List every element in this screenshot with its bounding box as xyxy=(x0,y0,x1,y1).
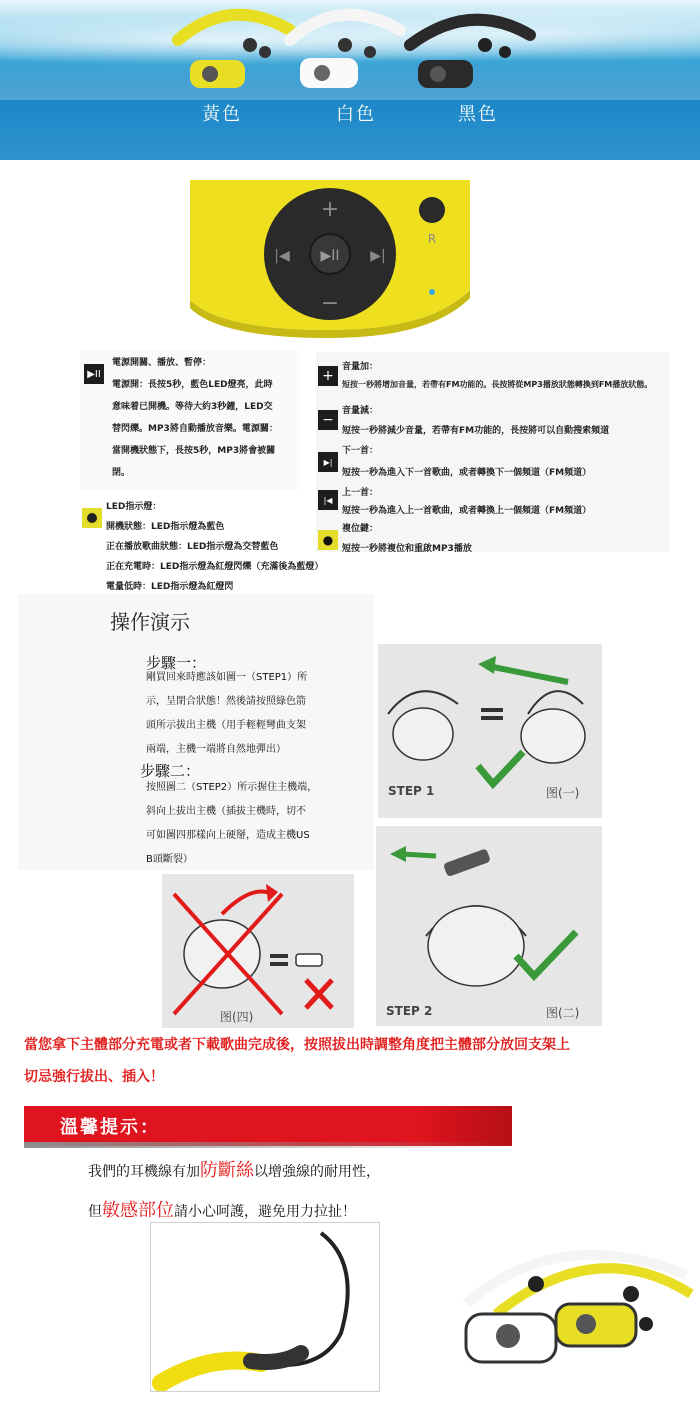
power-line: 當開機狀態下，長按5秒，MP3將會被關 xyxy=(112,446,276,456)
headphones-image xyxy=(0,0,700,100)
next-icon: ▶| xyxy=(318,452,338,472)
black-control xyxy=(430,66,446,82)
demo-title: 操作演示 xyxy=(110,610,190,634)
tip-line-1 xyxy=(88,1156,380,1182)
step2-line: 可如圖四那樣向上硬掰，造成主機US xyxy=(146,830,310,841)
earbud-icon xyxy=(528,1276,544,1292)
led-line: 正在充電時：LED指示燈為紅燈閃爍（充滿後為藍燈） xyxy=(106,562,324,572)
volume-down-icon: − xyxy=(318,410,338,430)
checkmark-icon xyxy=(478,752,523,784)
volume-up-icon: + xyxy=(318,366,338,386)
wrong-way-illustration xyxy=(162,874,354,1028)
led-icon xyxy=(82,508,102,528)
warning-line-1: 當您拿下主體部分充電或者下載歌曲完成後，按照拔出時調整角度把主體部分放回支架上 xyxy=(24,1037,570,1053)
color-label-white: 白色 xyxy=(336,104,376,125)
yellow-control xyxy=(576,1314,596,1334)
step1-line: 兩端，主機一端將自然地彈出） xyxy=(146,744,286,755)
volume-down-desc: 短按一秒將減少音量，若帶有FM功能的，長按將可以自動搜索頻道 xyxy=(342,426,610,436)
step2-caption: STEP 2 xyxy=(386,1004,433,1018)
step2-line: 斜向上拔出主機（插拔主機時，切不 xyxy=(146,806,306,817)
step1-title: 步驟一： xyxy=(146,654,207,672)
black-band xyxy=(410,20,530,45)
cable-closeup xyxy=(150,1222,380,1392)
step1-line: 示，呈閉合狀態！然後請按照綠色箭 xyxy=(146,696,306,707)
reset-icon: ● xyxy=(318,530,338,550)
play-pause-icon: ▶II xyxy=(84,364,104,384)
figure-step2 xyxy=(376,826,602,1026)
step2-line: B頭斷裂） xyxy=(146,854,193,865)
yellow-earbud xyxy=(259,46,271,58)
next-desc: 短按一秒為進入下一首歌曲，或者轉換下一個頻道（FM頻道） xyxy=(342,468,592,478)
step2-title: 步驟二： xyxy=(140,762,201,780)
power-line: 替閃爍。MP3將自動播放音樂。電源關： xyxy=(112,424,278,434)
power-line: 閉。 xyxy=(112,468,131,478)
reset-title: 複位鍵： xyxy=(342,524,379,534)
figure-step1 xyxy=(378,644,602,818)
step2-illustration xyxy=(376,826,602,1026)
green-arrow-icon xyxy=(390,846,406,862)
power-line: 意味着已開機。等待大約3秒鐘，LED交 xyxy=(112,402,273,412)
power-line: 電源開：長按5秒，藍色LED燈亮，此時 xyxy=(112,380,273,390)
tip-text: 但 xyxy=(88,1204,102,1220)
tip-text: 以增強線的耐用性， xyxy=(254,1164,380,1180)
white-control xyxy=(496,1324,520,1348)
previous-icon[interactable]: |◀ xyxy=(274,248,290,264)
tips-title: 溫馨提示： xyxy=(60,1117,160,1138)
previous-desc: 短按一秒為進入上一首歌曲，或者轉換上一個頻道（FM頻道） xyxy=(342,506,592,516)
volume-up-icon[interactable]: + xyxy=(320,197,340,222)
step1-caption: STEP 1 xyxy=(388,784,435,798)
led-dot xyxy=(87,513,97,523)
play-pause-icon: ▶II xyxy=(320,248,340,264)
black-earbud xyxy=(499,46,511,58)
white-earbud xyxy=(338,38,352,52)
figure4-number: 图(四) xyxy=(220,1010,254,1024)
led-indicator xyxy=(429,289,435,295)
step1-line: 剛買回來時應該如圖一（STEP1）所 xyxy=(146,672,308,683)
white-control xyxy=(314,65,330,81)
volume-up-title: 音量加： xyxy=(342,362,379,372)
player-closeup xyxy=(190,180,470,340)
volume-down-title: 音量減： xyxy=(342,406,379,416)
figure1-number: 图(一) xyxy=(546,786,580,800)
volume-up-desc: 短按一秒將增加音量，若帶有FM功能的。長按將從MP3播放狀態轉換到FM播放狀態。 xyxy=(342,380,653,389)
reset-button[interactable] xyxy=(419,197,445,223)
step1-line: 頭所示拔出主機（用手輕輕彎曲支架 xyxy=(146,720,306,731)
earbud-icon xyxy=(639,1317,653,1331)
led-line: 電量低時：LED指示燈為紅燈閃 xyxy=(106,582,234,592)
tip-line-2 xyxy=(88,1196,356,1222)
led-title: LED指示燈： xyxy=(106,502,162,512)
tip-highlight: 防斷絲 xyxy=(200,1160,254,1181)
yellow-band xyxy=(178,15,290,40)
previous-title: 上一首： xyxy=(342,488,379,498)
previous-icon: |◀ xyxy=(318,490,338,510)
next-icon[interactable]: ▶| xyxy=(370,248,386,264)
color-label-black: 黑色 xyxy=(458,104,498,125)
reset-desc: 短按一秒將複位和重啟MP3播放 xyxy=(342,544,472,554)
yellow-control xyxy=(202,66,218,82)
white-earbud xyxy=(364,46,376,58)
warning-line-2: 切忌強行拔出、插入！ xyxy=(24,1069,164,1085)
white-band xyxy=(290,15,400,40)
volume-down-icon[interactable]: − xyxy=(320,291,340,316)
green-arrow-icon xyxy=(478,656,496,674)
yellow-earbud xyxy=(243,38,257,52)
tip-highlight: 敏感部位 xyxy=(102,1200,174,1221)
tip-text: 我們的耳機線有加 xyxy=(88,1164,200,1180)
figure2-number: 图(二) xyxy=(546,1006,580,1020)
next-title: 下一首： xyxy=(342,446,379,456)
reset-label: R xyxy=(427,232,437,246)
headphones-stack-image xyxy=(456,1234,696,1374)
black-earbud xyxy=(478,38,492,52)
yellow-headphone-body xyxy=(556,1304,636,1346)
player-illustration xyxy=(190,180,470,340)
checkmark-icon xyxy=(516,932,576,976)
cable-illustration xyxy=(151,1223,379,1391)
product-banner xyxy=(0,0,700,160)
power-title: 電源開關、播放、暫停： xyxy=(112,358,212,368)
step2-line: 按照圖二（STEP2）所示握住主機端， xyxy=(146,782,318,793)
color-label-yellow: 黃色 xyxy=(202,104,242,125)
earbud-icon xyxy=(623,1286,639,1302)
led-line: 開機狀態：LED指示燈為藍色 xyxy=(106,522,225,532)
led-line: 正在播放歌曲狀態：LED指示燈為交替藍色 xyxy=(106,542,279,552)
figure-four-wrong xyxy=(162,874,354,1028)
tip-text: 請小心呵護，避免用力拉扯！ xyxy=(174,1204,356,1220)
